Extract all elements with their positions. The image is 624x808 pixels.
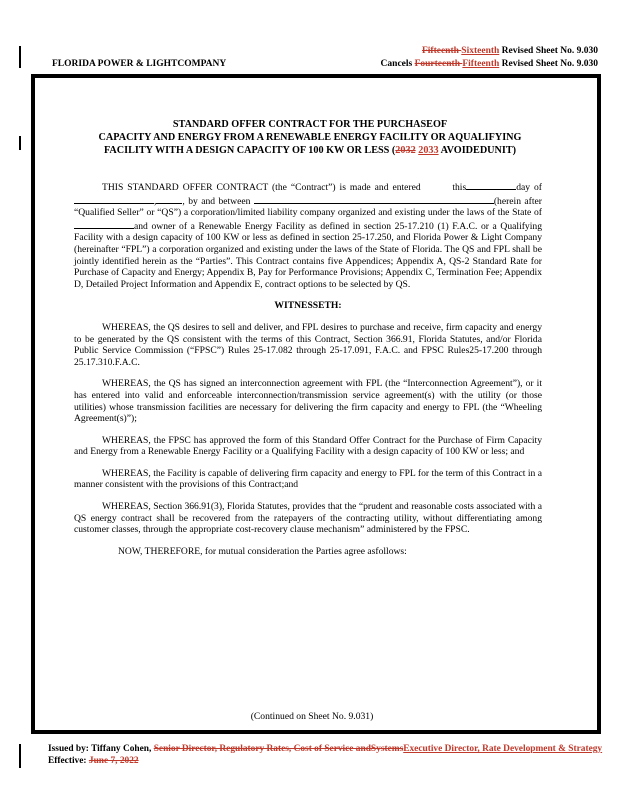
state-blank	[74, 219, 134, 229]
intro-by-between: , by and between	[182, 195, 251, 207]
inserted-revision: Sixteenth	[461, 46, 500, 56]
year-blank	[156, 194, 182, 204]
title-line-3	[60, 144, 560, 157]
title-line-2: CAPACITY AND ENERGY FROM A RENEWABLE ENERGY FACILITY OR AQUALIFYING	[98, 132, 522, 143]
intro-dayof: day of	[516, 182, 543, 193]
deleted-effective-date: June 7, 2022	[88, 755, 139, 766]
title-line-1: STANDARD OFFER CONTRACT FOR THE PURCHASEOF	[172, 119, 448, 130]
intro-herein: (herein after “Qualified Seller” or “QS”) a corporation/limited liability company organized and existing under the laws of the State of	[74, 195, 542, 219]
company-name: FLORIDA POWER & LIGHTCOMPANY	[52, 59, 227, 69]
qs-name-blank	[254, 194, 494, 204]
title-line-3-suffix: AVOIDEDUNIT)	[438, 145, 517, 156]
change-bar-title	[19, 136, 21, 150]
deleted-cancels: Fourteenth	[414, 59, 463, 69]
month-blank	[74, 194, 154, 204]
revision-suffix: Revised Sheet No. 9.030	[499, 46, 598, 56]
whereas-2: WHEREAS, the QS has signed an interconnection agreement with FPL (the “Interconnection Agreement”), or it has entered into valid and enforceable interconnection/transmission service agreement(s) with the utility (or those utilities) whose transmission facilities are necessary for delivering the firm capacity and energy to FPL (the “Wheeling Agreement(s)”);	[74, 378, 542, 425]
intro-rest: and owner of a Renewable Energy Facility as defined in section 25-17.210 (1) F.A.C. or a Qualifying Facility with a design capacity of 100 KW or less as defined in section 25-17.250, and Florida Power & Light Company (hereinafter “FPL”) a corporation organized and existing under the laws of the State of Florida. The QS and FPL shall be jointly identified herein as the “Parties”. This Contract contains five Appendices; Appendix A, QS-2 Standard Rate for Purchase of Capacity and Energy; Appendix B, Pay for Performance Provisions; Appendix C, Termination Fee; Appendix D, Detailed Project Information and Appendix E, contract options to be selected by QS.	[74, 220, 542, 290]
inserted-title: Executive Director, Rate Development & Strategy	[403, 744, 603, 754]
title-line-3-prefix: FACILITY WITH A DESIGN CAPACITY OF 100 KW OR LESS (	[103, 145, 396, 156]
inserted-cancels: Fifteenth	[462, 59, 500, 69]
whereas-4: WHEREAS, the Facility is capable of delivering firm capacity and energy to FPL for the term of this Contract in a manner consistent with the provisions of this Contract;and	[74, 467, 542, 491]
whereas-5: WHEREAS, Section 366.91(3), Florida Statutes, provides that the “prudent and reasonable costs associated with a QS energy contract shall be recovered from the ratepayers of the contracting utility, without differentiating among customer classes, through the appropriate cost-recovery clause mechanism” administered by the FPSC.	[74, 501, 542, 536]
intro-paragraph: THIS STANDARD OFFER CONTRACT (the “Contract”) is made and entered this day of , , by and between (herein after “Qualified Seller” or “QS”) a corporation/limited liability company organized and existing under the laws of the State of and owner of a Renewable Energy Facility as defined in section 25-17.210 (1) F.A.C. or a Qualifying Facility with a design capacity of 100 KW or less as defined in section 25-17.250, and Florida Power & Light Company (hereinafter “FPL”) a corporation organized and existing under the laws of the State of Florida. The QS and FPL shall be jointly identified herein as the “Parties”. This Contract contains five Appendices; Appendix A, QS-2 Standard Rate for Purchase of Capacity and Energy; Appendix B, Pay for Performance Provisions; Appendix C, Termination Fee; Appendix D, Detailed Project Information and Appendix E, contract options to be selected by QS.	[74, 182, 543, 290]
contract-body	[74, 180, 542, 557]
intro-this: this	[452, 182, 467, 193]
deleted-revision: Fifteenth	[421, 46, 462, 56]
change-bar-header	[19, 46, 21, 68]
cancels-suffix: Revised Sheet No. 9.030	[499, 59, 598, 69]
effective-label: Effective:	[48, 755, 89, 766]
issued-by: Issued by: Tiffany Cohen,	[48, 744, 154, 754]
whereas-3: WHEREAS, the FPSC has approved the form of this Standard Offer Contract for the Purchase of Firm Capacity and Energy from a Renewable Energy Facility or a Qualifying Facility with a design capacity of 100 KW or less; and	[74, 434, 542, 458]
cancels-sheet-line	[381, 59, 598, 69]
issued-footer	[48, 744, 608, 767]
inserted-year: 2033	[418, 145, 439, 156]
change-bar-footer	[19, 744, 21, 768]
whereas-1: WHEREAS, the QS desires to sell and deliver, and FPL desires to purchase and receive, firm capacity and energy to be generated by the QS consistent with the terms of this Contract, Section 366.91, Florida Statutes, and/or Florida Public Service Commission (“FPSC”) Rules 25-17.082 through 25-17.091, F.A.C. and FPSC Rules25-17.200 through 25.17.310.F.A.C.	[74, 321, 542, 368]
effective-line	[48, 756, 608, 768]
deleted-title: Senior Director, Regulatory Rates, Cost of Service andSystems	[153, 744, 404, 754]
deleted-year: 2032	[395, 145, 416, 156]
witnesseth-heading: WITNESSETH:	[274, 300, 342, 312]
intro-text-a: THIS STANDARD OFFER CONTRACT (the “Contract”) is made and entered	[102, 182, 421, 193]
revision-sheet-line	[422, 46, 598, 56]
now-therefore: NOW, THEREFORE, for mutual consideration the Parties agree asfollows:	[118, 545, 407, 557]
cancels-prefix: Cancels	[380, 59, 415, 69]
issued-line	[48, 744, 608, 756]
continued-note: (Continued on Sheet No. 9.031)	[250, 711, 374, 722]
contract-title	[60, 118, 560, 157]
day-blank	[466, 180, 516, 190]
